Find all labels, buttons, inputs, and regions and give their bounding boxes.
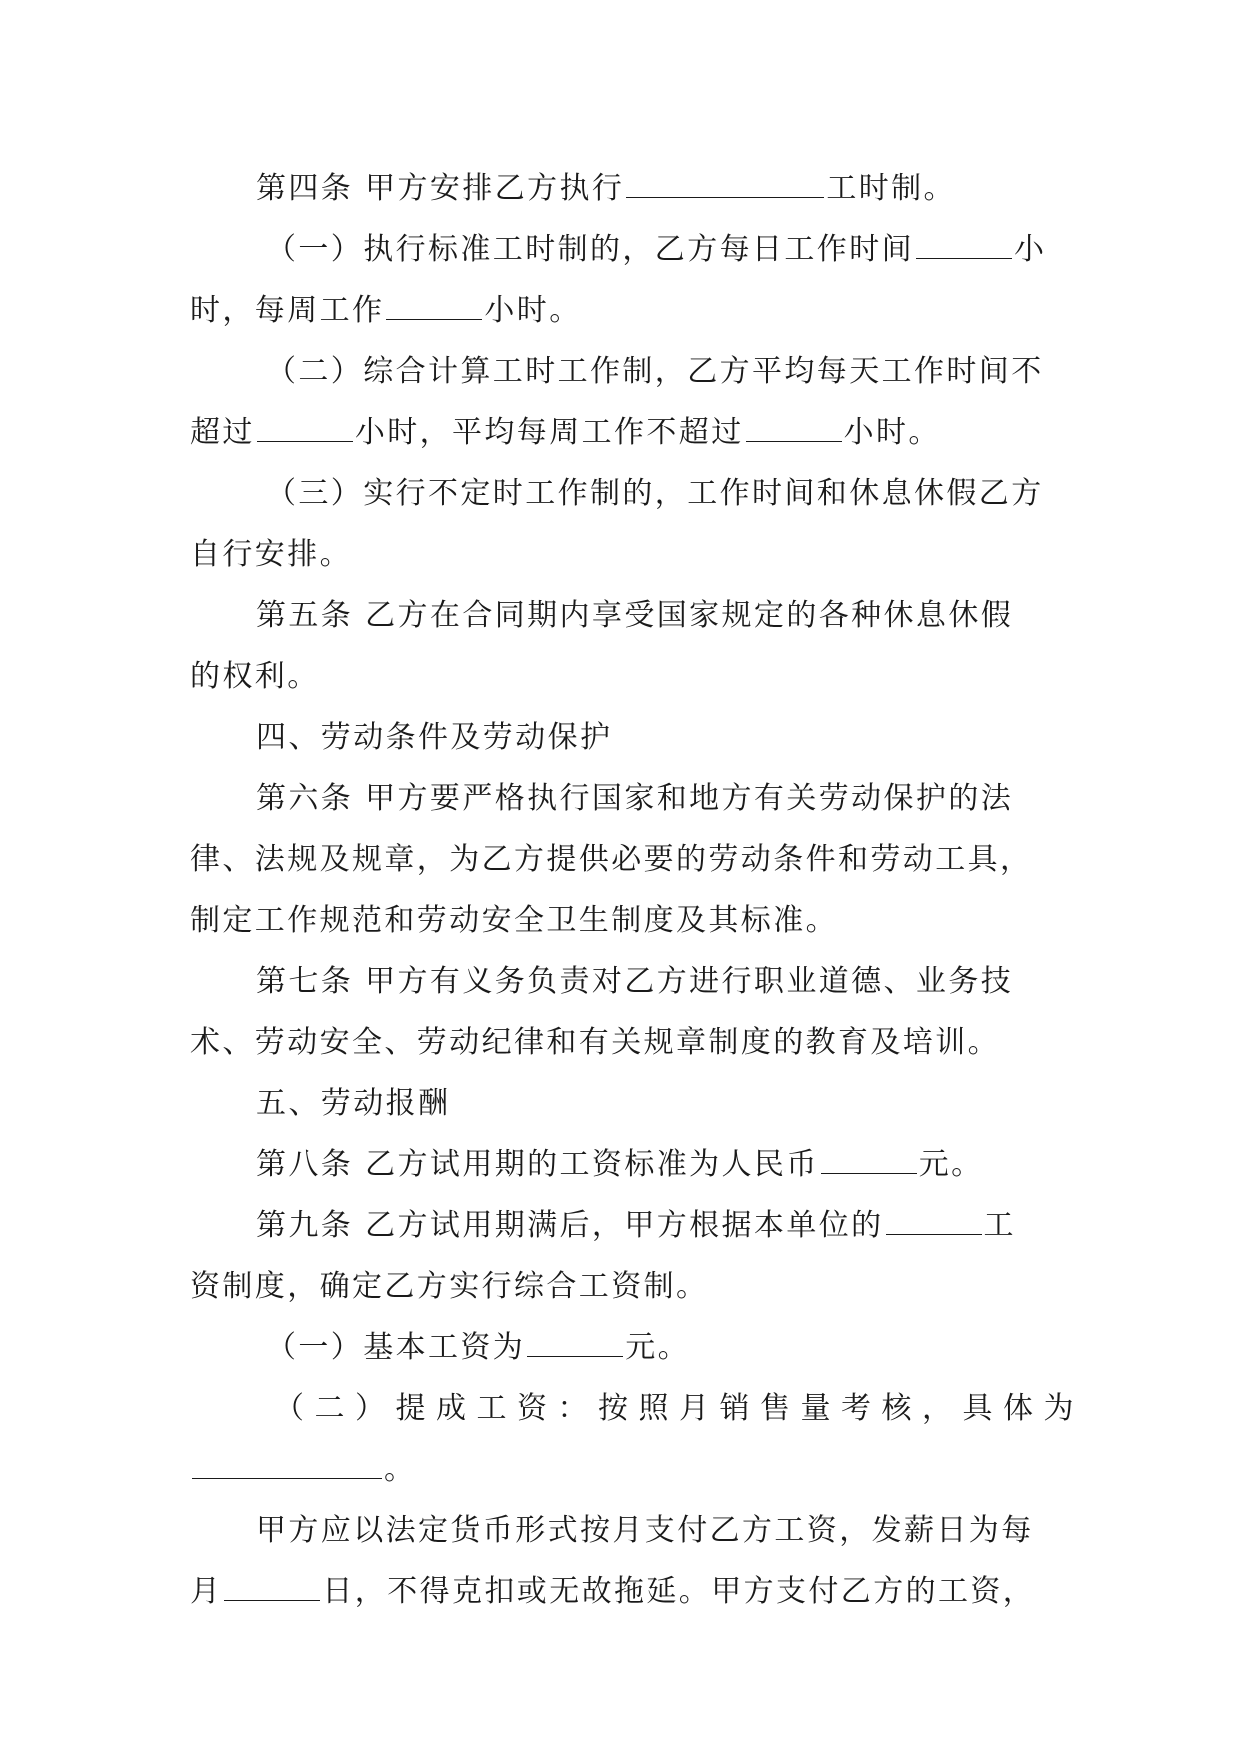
- fill-in-blank: [224, 1574, 320, 1601]
- section-5-heading: [190, 1073, 1050, 1134]
- text-segment: 的权利。: [190, 659, 320, 694]
- payment-line: [190, 1500, 1050, 1561]
- text-segment: （一）基本工资为: [266, 1330, 526, 1365]
- fill-in-blank: [821, 1147, 917, 1174]
- text-segment: 元。: [918, 1147, 984, 1182]
- fill-in-blank: [916, 232, 1012, 259]
- article-4-item-2-line: [190, 341, 1050, 402]
- text-segment: 元。: [625, 1330, 691, 1365]
- text-segment: 自行安排。: [190, 537, 352, 572]
- article-5-line: [190, 585, 1050, 646]
- article-9-line: [190, 1195, 1050, 1256]
- fill-in-blank: [527, 1330, 623, 1357]
- article-4-item-2-cont-line: [190, 402, 1050, 463]
- article-7-line: [190, 951, 1050, 1012]
- article-5-cont-line: [190, 646, 1050, 707]
- article-8-line: [190, 1134, 1050, 1195]
- article-4-item-3-line: [190, 463, 1050, 524]
- text-segment: 第四条 甲方安排乙方执行: [256, 171, 625, 206]
- text-segment: （三）实行不定时工作制的，工作时间和休息休假乙方: [266, 476, 1044, 511]
- article-4-item-1-cont-line: [190, 280, 1050, 341]
- fill-in-blank: [386, 293, 482, 320]
- text-segment: 甲方应以法定货币形式按月支付乙方工资，发薪日为每: [256, 1513, 1034, 1548]
- text-segment: 制定工作规范和劳动安全卫生制度及其标准。: [190, 903, 838, 938]
- text-segment: 日，不得克扣或无故拖延。甲方支付乙方的工资，: [322, 1574, 1036, 1609]
- text-segment: 五、劳动报酬: [256, 1086, 451, 1121]
- fill-in-blank: [746, 415, 842, 442]
- article-6-line: [190, 768, 1050, 829]
- article-9-item-2-line: [190, 1378, 1084, 1439]
- text-segment: 第五条 乙方在合同期内享受国家规定的各种休息休假: [256, 598, 1014, 633]
- article-9-cont-line: [190, 1256, 1050, 1317]
- fill-in-blank: [192, 1452, 382, 1479]
- text-segment: 小: [1014, 232, 1047, 267]
- fill-in-blank: [626, 171, 824, 198]
- article-4-item-1-line: [190, 219, 1050, 280]
- document-body: [190, 158, 1084, 1622]
- text-segment: 工: [983, 1208, 1016, 1243]
- article-9-item-1-line: [190, 1317, 1050, 1378]
- text-segment: 第九条 乙方试用期满后，甲方根据本单位的: [256, 1208, 884, 1243]
- article-4-item-3-cont-line: [190, 524, 1050, 585]
- text-segment: （一）执行标准工时制的，乙方每日工作时间: [266, 232, 914, 267]
- text-segment: 律、法规及规章，为乙方提供必要的劳动条件和劳动工具，: [190, 842, 1033, 877]
- text-segment: 小时。: [484, 293, 582, 328]
- payment-cont-line: [190, 1561, 1050, 1622]
- text-segment: 四、劳动条件及劳动保护: [256, 720, 613, 755]
- text-segment: 月: [190, 1574, 223, 1609]
- text-segment: 第八条 乙方试用期的工资标准为人民币: [256, 1147, 819, 1182]
- text-segment: 超过: [190, 415, 255, 450]
- text-segment: 时，每周工作: [190, 293, 385, 328]
- article-6-cont-line: [190, 829, 1050, 890]
- article-9-item-2-cont-line: [190, 1439, 1050, 1500]
- text-segment: 。: [384, 1452, 417, 1487]
- text-segment: 小时，平均每周工作不超过: [354, 415, 744, 450]
- text-segment: （二）综合计算工时工作制，乙方平均每天工作时间不: [266, 354, 1044, 389]
- text-segment: 小时。: [843, 415, 941, 450]
- text-segment: 第七条 甲方有义务负责对乙方进行职业道德、业务技: [256, 964, 1014, 999]
- article-7-cont-line: [190, 1012, 1050, 1073]
- article-6-cont-line: [190, 890, 1050, 951]
- text-segment: （二）提成工资：按照月销售量考核，具体为: [274, 1391, 1084, 1426]
- text-segment: 工时制。: [826, 171, 956, 206]
- text-segment: 第六条 甲方要严格执行国家和地方有关劳动保护的法: [256, 781, 1014, 816]
- fill-in-blank: [886, 1208, 982, 1235]
- text-segment: 资制度，确定乙方实行综合工资制。: [190, 1269, 709, 1304]
- fill-in-blank: [257, 415, 353, 442]
- article-4-line: [190, 158, 1050, 219]
- section-4-heading: [190, 707, 1050, 768]
- text-segment: 术、劳动安全、劳动纪律和有关规章制度的教育及培训。: [190, 1025, 1000, 1060]
